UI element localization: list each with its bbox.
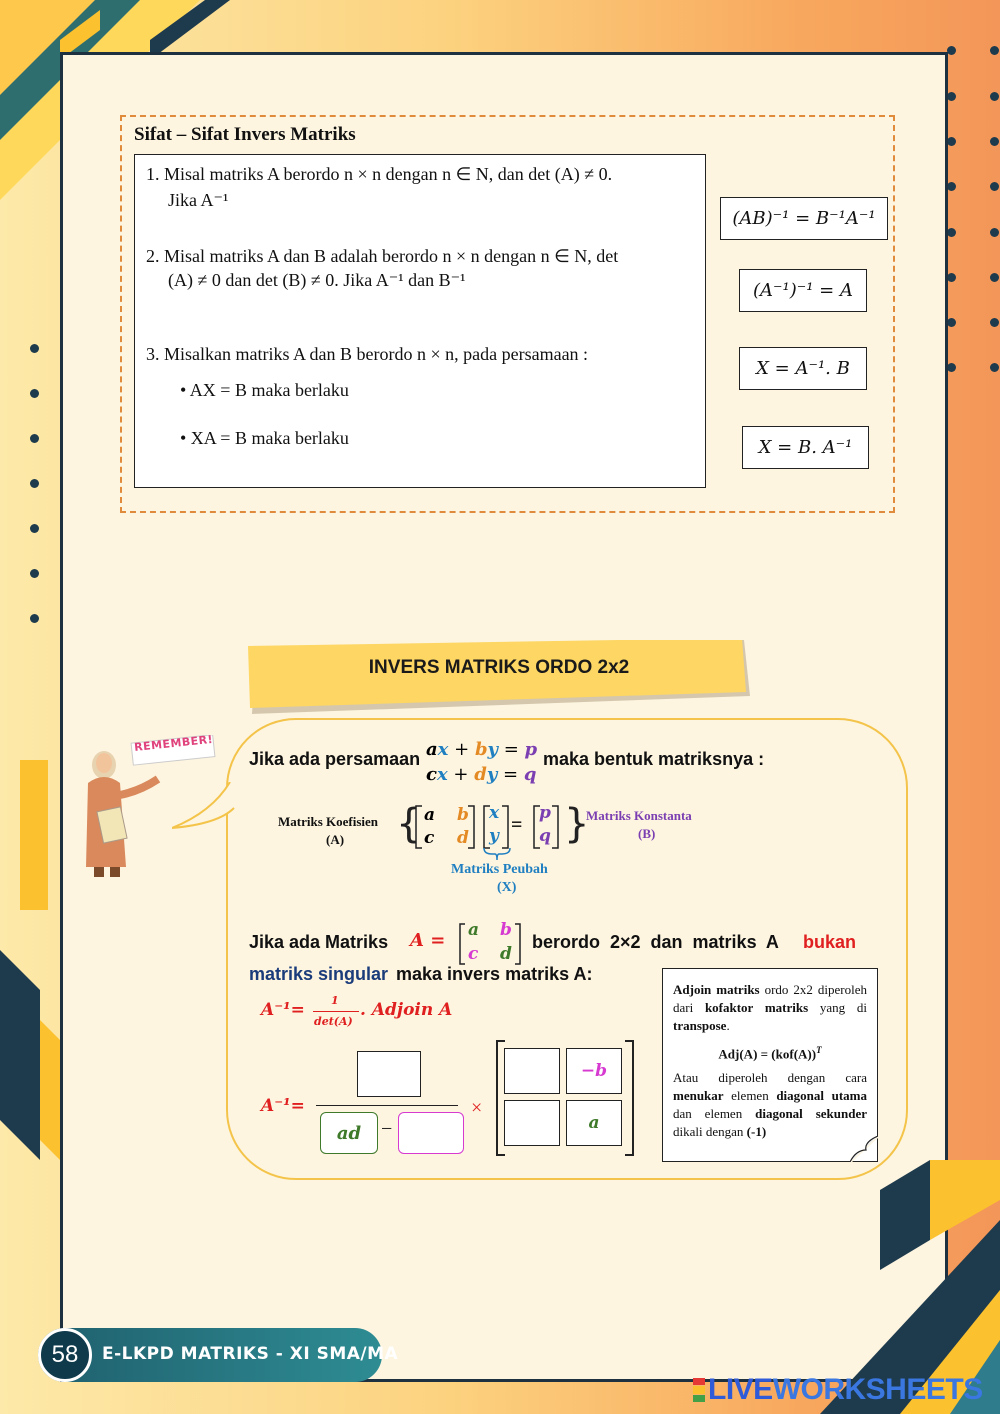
text2-singular: matriks singular (249, 964, 389, 984)
note-adj-formula: $Adj(A) = (kof(A))^T$ (718, 1045, 822, 1062)
inverse-formula-denominator: det(A) (314, 1015, 353, 1028)
text2-part3: maka invers matriks A: (396, 964, 593, 984)
equals-sign: = (511, 814, 523, 836)
intro-text-before: Jika ada persamaan (249, 749, 421, 769)
liveworksheets-logo-icon (693, 1378, 705, 1402)
right-brace-icon: } (564, 801, 590, 847)
peubah-brace (482, 846, 512, 862)
bc-input[interactable] (398, 1112, 464, 1154)
peubah-label: Matriks Peubah (451, 862, 548, 877)
matrix-a-entry-d: d (500, 944, 512, 964)
note-paragraph-2: Atau diperoleh dengan cara menukar elemen diagonal utama dan elemen diagonal sekunder dikali dengan (-1) (673, 1070, 867, 1140)
konstanta-sub: (B) (638, 826, 656, 841)
matrix-entry-a: a (424, 805, 436, 825)
numerator-input[interactable] (357, 1051, 421, 1097)
adjoin-cell-22: a (566, 1100, 622, 1146)
inverse-formula-lhs: A⁻¹= (261, 1000, 305, 1020)
adjoin-cell-12: −b (566, 1048, 622, 1094)
sifat-bullet-xa: • XA = B maka berlaku (180, 428, 349, 448)
system-of-equations (426, 737, 537, 787)
text2-bukan: bukan (803, 932, 857, 952)
inverse-formula-numerator: 1 (331, 994, 339, 1007)
adjoin-note-card (662, 968, 878, 1162)
remember-sticker: REMEMBER! (133, 732, 214, 755)
left-brace-icon: { (396, 801, 422, 847)
intro-text-after: maka bentuk matriksnya : (543, 749, 765, 769)
matrix-entry-y: y (489, 826, 499, 846)
note-page-curl-icon (850, 1136, 878, 1162)
sifat-bullet-ax: • AX = B maka berlaku (180, 380, 349, 400)
sifat-item-3-line-1: 3. Misalkan matriks A dan B berordo n × n, pada persamaan : (146, 344, 589, 364)
liveworksheets-brand[interactable]: LIVEWORKSHEETS (708, 1373, 983, 1406)
ad-box: ad (320, 1112, 378, 1154)
matrix-entry-p: p (539, 803, 551, 823)
calc-fraction-bar (316, 1105, 458, 1106)
page-number: 58 (38, 1328, 92, 1382)
calc-times: × (471, 1097, 483, 1119)
sifat-item-1-line-1: 1. Misal matriks A berordo n × n dengan n ∈ N, dan det (A) ≠ 0. (146, 164, 613, 184)
equation-1: ax + by = p (426, 739, 538, 760)
matrix-entry-q: q (539, 826, 551, 846)
matrix-a-entry-b: b (500, 920, 512, 940)
sifat-title: Sifat – Sifat Invers Matriks (134, 124, 356, 145)
formula-inverse-of-inverse[interactable]: (A⁻¹)⁻¹ = A (739, 269, 867, 312)
calc-minus: − (381, 1118, 393, 1140)
adjoin-input-11[interactable] (504, 1048, 560, 1094)
note-paragraph-1: Adjoin matriks ordo 2x2 diperoleh dari kofaktor matriks yang di transpose. (673, 982, 867, 1033)
matrix-entry-d: d (457, 828, 469, 848)
text2-part1: Jika ada Matriks (249, 932, 389, 952)
section-banner-title: INVERS MATRIKS ORDO 2x2 (368, 657, 630, 678)
koefisien-sub: (A) (326, 832, 345, 847)
text2-part2: berordo 2×2 dan matriks A (532, 932, 779, 952)
konstanta-label: Matriks Konstanta (586, 808, 692, 823)
matrix-entry-x: x (489, 803, 500, 823)
sifat-item-2-line-2: (A) ≠ 0 dan det (B) ≠ 0. Jika A⁻¹ dan B⁻¹ (168, 270, 466, 290)
inverse-formula-rhs: . Adjoin A (360, 1000, 453, 1020)
matrix-a-entry-a: a (468, 920, 480, 940)
formula-ab-inverse[interactable]: (AB)⁻¹ = B⁻¹A⁻¹ (720, 197, 888, 240)
matrix-entry-c: c (424, 828, 435, 848)
adjoin-input-21[interactable] (504, 1100, 560, 1146)
peubah-sub: (X) (497, 880, 517, 895)
speech-bubble-tail (172, 782, 242, 842)
equation-2: cx + dy = q (426, 764, 537, 785)
koefisien-label: Matriks Koefisien (278, 814, 379, 829)
matrix-a-entry-c: c (468, 944, 479, 964)
formula-x-equals-ainv-b[interactable]: X = A⁻¹. B (739, 347, 867, 390)
footer-title: E-LKPD MATRIKS - XI SMA/MA (102, 1344, 399, 1364)
sifat-item-2-line-1: 2. Misal matriks A dan B adalah berordo n × n dengan n ∈ N, det (146, 246, 619, 266)
matrix-entry-b: b (457, 805, 469, 825)
calc-lhs: A⁻¹= (261, 1096, 305, 1116)
sifat-item-1-line-2: Jika A⁻¹ (168, 190, 229, 210)
formula-x-equals-b-ainv[interactable]: X = B. A⁻¹ (742, 426, 869, 469)
inverse-formula-fraction-bar (313, 1011, 359, 1012)
text2-matrix-a: A = (410, 930, 446, 951)
